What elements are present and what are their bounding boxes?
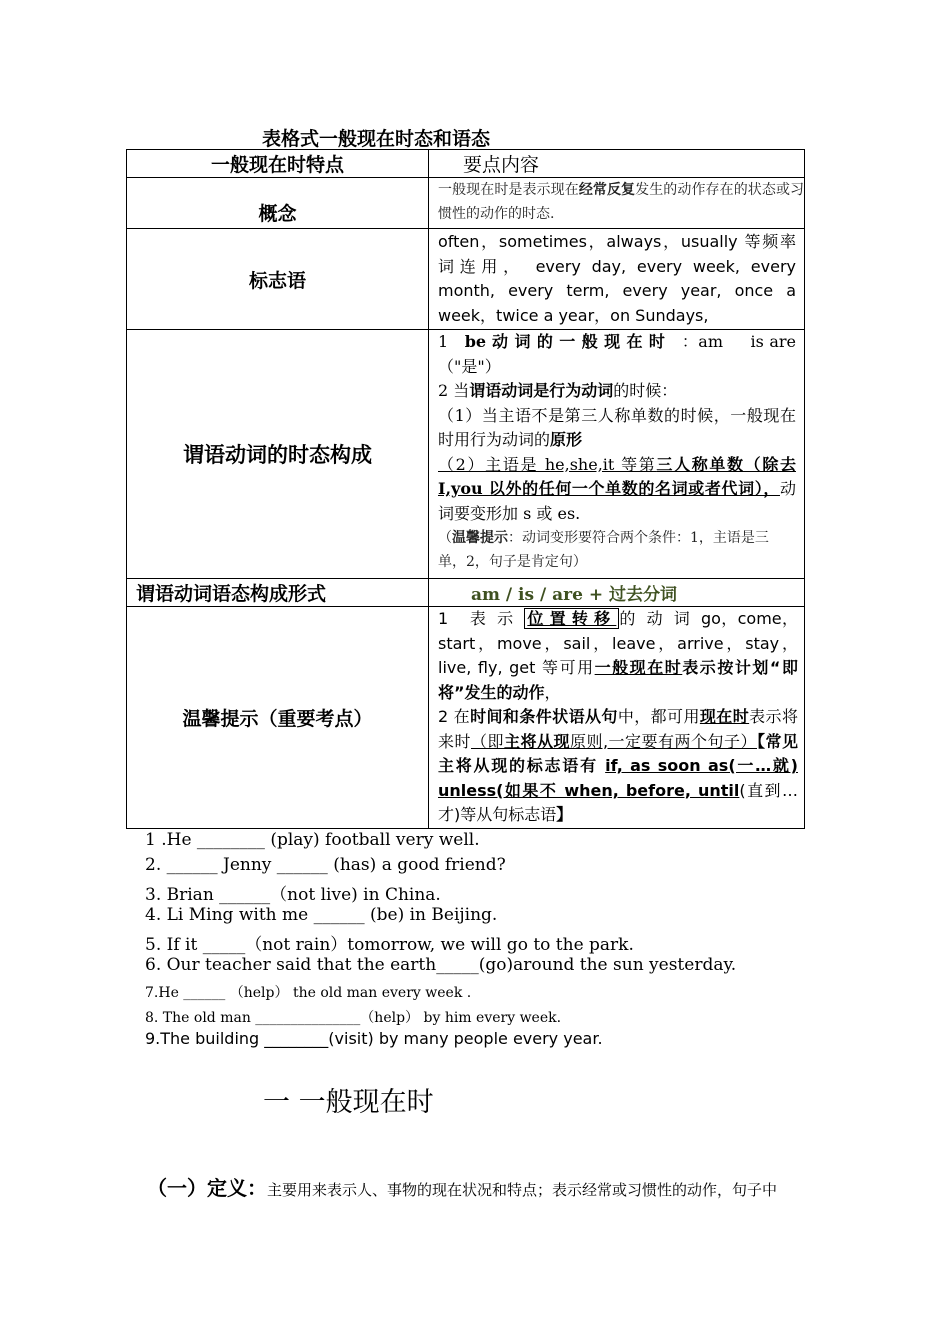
formation-line-3: （1）当主语不是第三人称单数的时候，一般现在时用行为动词的原形 [438,405,796,449]
row-label: 温馨提示（重要考点） [127,607,429,829]
exercise-5: 5. If it _____（not rain）tomorrow, we will go to the park. [145,935,634,955]
exercise-7: 7.He ______ （help） the old man every week . [145,985,472,1001]
row-label: 概念 [127,178,429,229]
row-label: 谓语动词的时态构成 [127,330,429,579]
definition-paragraph [147,1172,777,1201]
table-row [127,330,805,579]
table-row [127,579,805,607]
definition-text: 主要用来表示人、事物的现在状况和特点；表示经常或习惯性的动作，句子中 [267,1181,778,1199]
tip-line-1: 1 表 示 位 置 转 移 的 动 词 go，come，start，move，sail，leave，arrive，stay，live, fly, get 等可用一般现在时表示按计划“即将”发生的动作， [438,609,798,702]
row-content-formation [429,330,805,579]
header-right: 要点内容 [429,150,805,178]
row-content-voice: am / is / are + 过去分词 [429,579,805,607]
formation-line-4: （2）主语是 he,she,it 等第三人称单数（除去 I,you 以外的任何一个单数的名词或者代词），动词要变形加 s 或 es. [438,454,796,523]
exercise-4: 4. Li Ming with me ______ (be) in Beijing. [145,905,498,925]
section-title: 一 一般现在时 [263,1087,434,1118]
exercise-3: 3. Brian ______（not live) in China. [145,885,441,905]
exercise-2: 2. ______ Jenny ______ (has) a good friend? [145,855,506,875]
tense-table [126,149,805,829]
formation-line-1: 1 be 动 词 的 一 般 现 在 时 ：am is are（"是"） [438,332,796,376]
row-label: 谓语动词语态构成形式 [127,579,429,607]
exercise-8: 8. The old man _______________（help） by him every week. [145,1010,562,1026]
row-content-tips [429,607,805,829]
header-left: 一般现在时特点 [127,150,429,178]
exercise-6: 6. Our teacher said that the earth_____(go)around the sun yesterday. [145,955,737,975]
tip-line-2: 2 在时间和条件状语从句中，都可用现在时表示将来时（即主将从现原则,一定要有两个句子）【常见主将从现的标志语有 if, as soon as(一…就) unless(如果不 when, before, until(直到…才)等从句标志语】 [438,707,798,824]
row-label: 标志语 [127,229,429,330]
table-row [127,607,805,829]
formation-line-2: 2 当谓语动词是行为动词的时候： [438,381,678,400]
table-row [127,178,805,229]
formation-tip: （温馨提示：动词变形要符合两个条件：1，主语是三单，2，句子是肯定句） [438,530,769,570]
exercise-9: 9.The building ________(visit) by many people every year. [145,1029,603,1048]
row-content-signal-words: often，sometimes，always，usually 等频率词连用， every day, every week, every month, every term, every year, once a week，twice a year，on Sundays, [429,229,805,330]
definition-label: （一）定义： [147,1176,267,1200]
row-content-concept: 一般现在时是表示现在经常反复发生的动作存在的状态或习惯性的动作的时态. [429,178,805,229]
table-row [127,229,805,330]
exercise-1: 1 .He ________ (play) football very well. [145,830,480,850]
document-title: 表格式一般现在时态和语态 [262,128,491,150]
table-header-row [127,150,805,178]
